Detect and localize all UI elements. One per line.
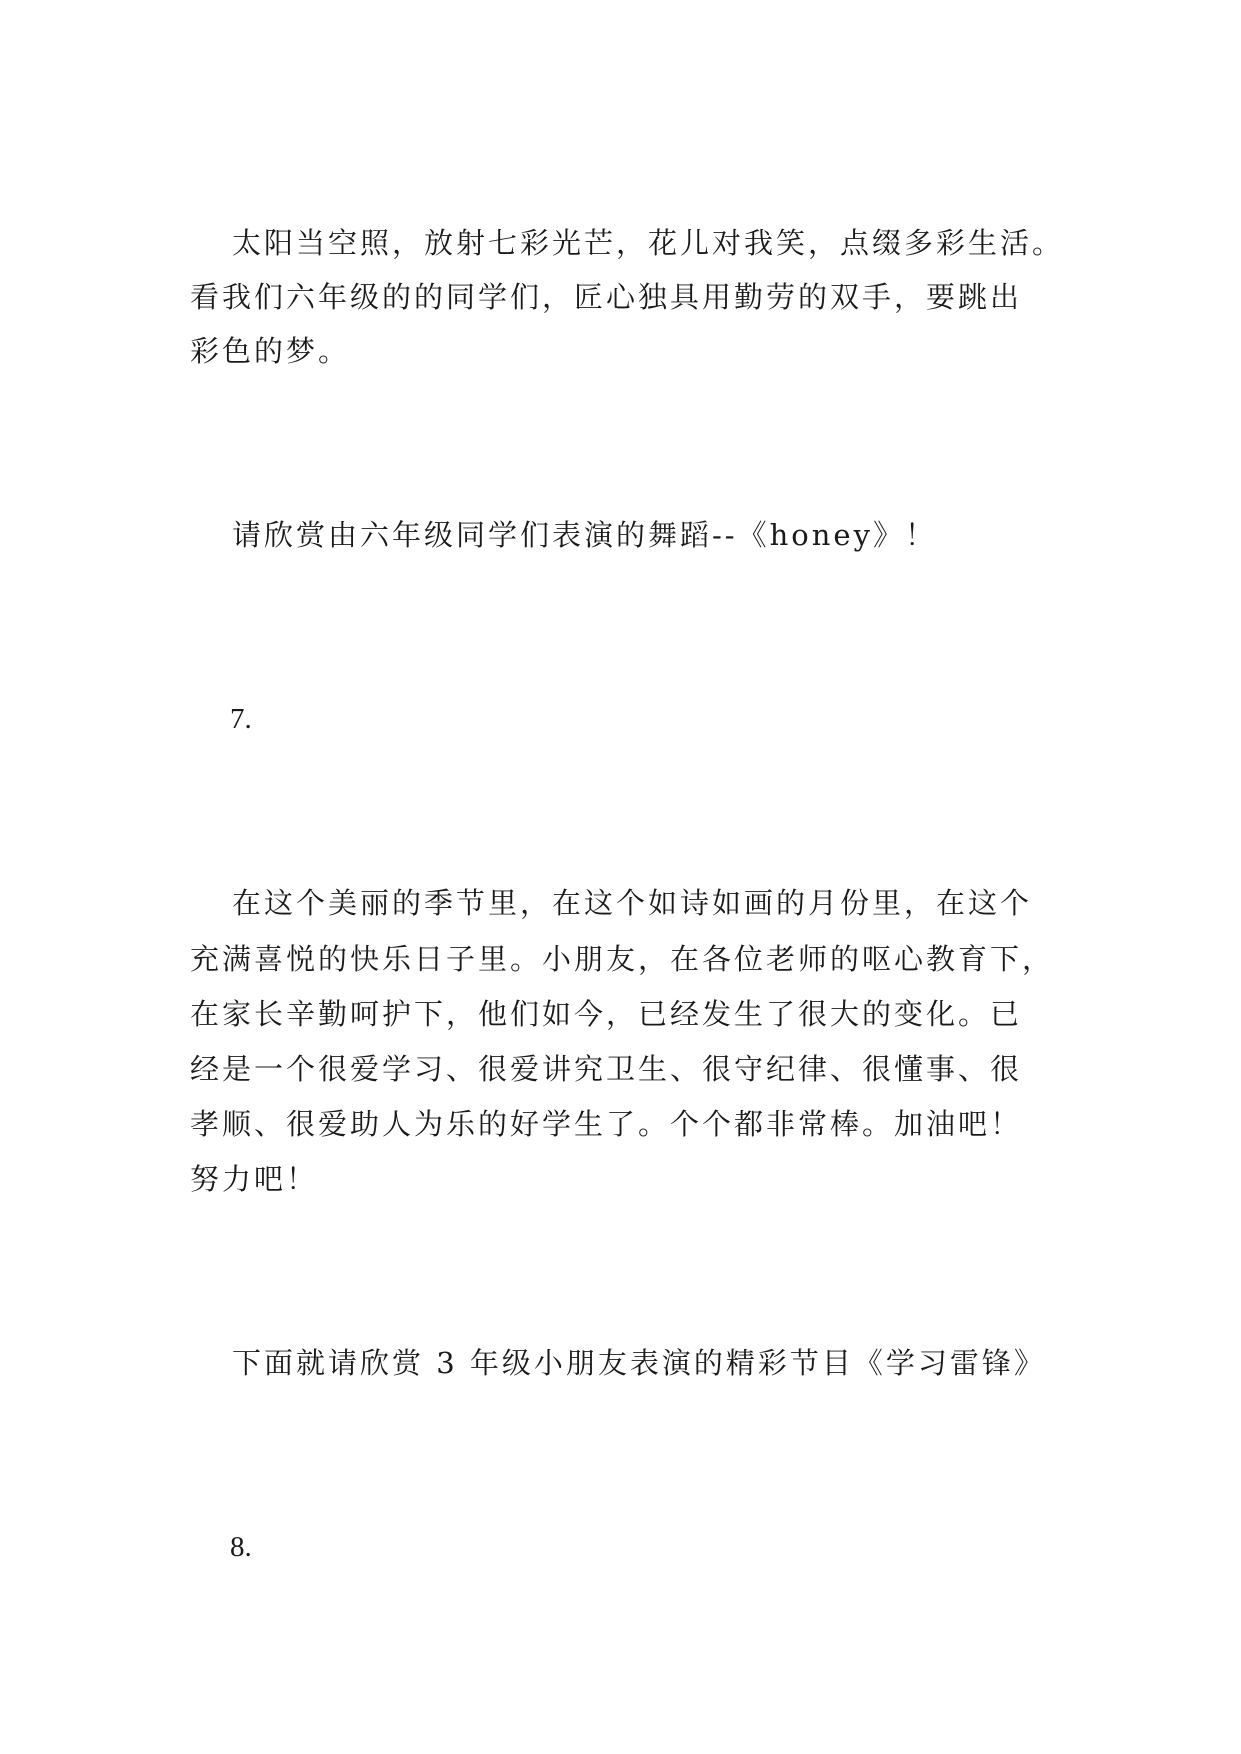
paragraph-1-line-2: 看我们六年级的的同学们，匠心独具用勤劳的双手，要跳出	[190, 280, 1023, 314]
paragraph-1-line-3: 彩色的梦。	[190, 334, 351, 368]
paragraph-1-line-1: 太阳当空照，放射七彩光芒，花儿对我笑，点缀多彩生活。	[232, 226, 1065, 260]
paragraph-4-line-1: 下面就请欣赏 3 年级小朋友表演的精彩节目《学习雷锋》	[232, 1346, 1046, 1380]
paragraph-3-line-5: 孝顺、很爱助人为乐的好学生了。个个都非常棒。加油吧！	[190, 1107, 1023, 1141]
paragraph-3-line-6: 努力吧！	[190, 1162, 319, 1196]
paragraph-3-line-3: 在家长辛勤呵护下，他们如今，已经发生了很大的变化。已	[190, 997, 1023, 1031]
paragraph-3-line-4: 经是一个很爱学习、很爱讲究卫生、很守纪律、很懂事、很	[190, 1052, 1023, 1086]
item-number-8: 8.	[230, 1531, 252, 1563]
paragraph-3-line-1: 在这个美丽的季节里，在这个如诗如画的月份里，在这个	[232, 886, 1033, 920]
item-number-7: 7.	[230, 703, 252, 735]
paragraph-2-line-1: 请欣赏由六年级同学们表演的舞蹈--《honey》！	[232, 518, 937, 552]
paragraph-3-line-2: 充满喜悦的快乐日子里。小朋友，在各位老师的呕心教育下，	[190, 942, 1055, 976]
